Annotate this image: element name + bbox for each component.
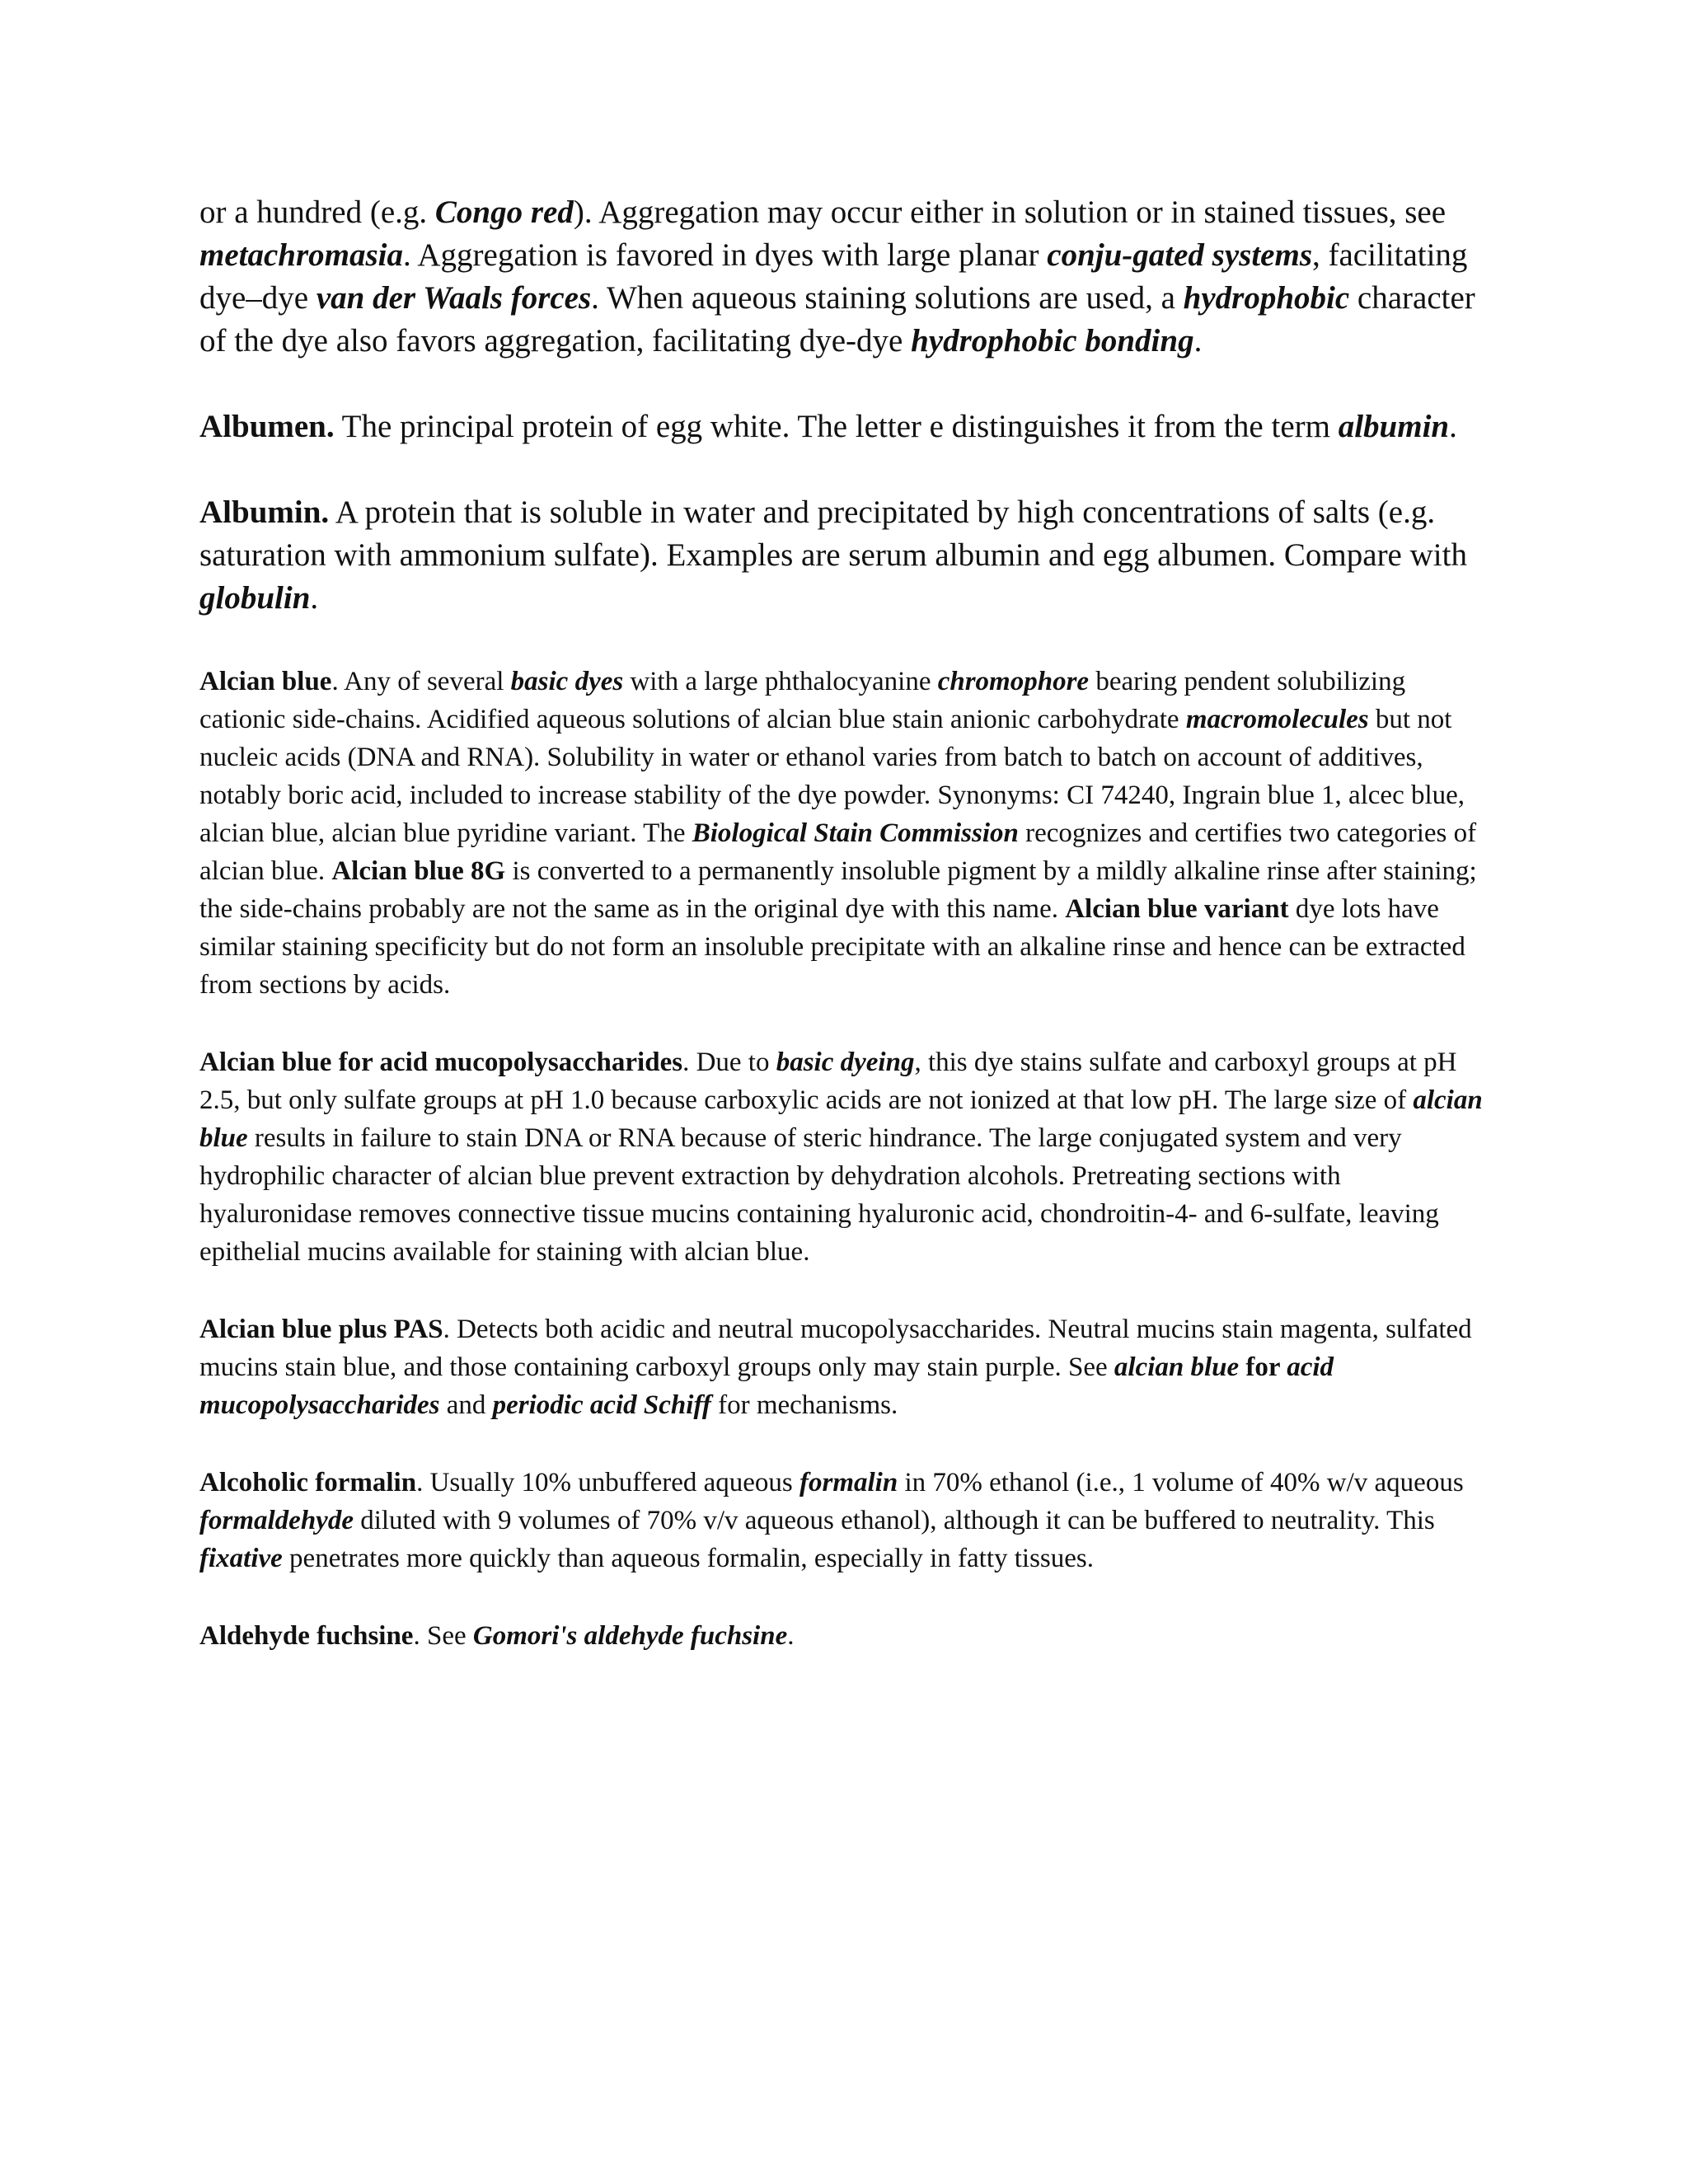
body-text: . [787, 1621, 795, 1651]
body-text: or a hundred (e.g. [199, 194, 435, 230]
cross-reference-term: hydrophobic bonding [911, 323, 1194, 359]
cross-reference-term: formaldehyde [199, 1506, 354, 1535]
body-text: . Usually 10% unbuffered aqueous [416, 1468, 800, 1497]
body-text: A protein that is soluble in water and precipitated by high concentrations of salts (e.g. saturation with ammonium sulfate). Examples are serum albumin and egg albumen. Compare with [199, 494, 1467, 573]
cross-reference-term: conju-gated systems [1047, 237, 1312, 273]
body-text: and [439, 1390, 493, 1420]
body-text: penetrates more quickly than aqueous formalin, especially in fatty tissues. [282, 1544, 1095, 1573]
body-text: . Detects both acidic and neutral mucopolysaccharides. Neutral mucins stain magenta, sulfated mucins stain blue, and those containing carboxyl groups only may stain purple. See [199, 1315, 1472, 1382]
entry-alcian-blue-acid-mucopolysaccharides [199, 1043, 1485, 1271]
body-text: results in failure to stain DNA or RNA because of steric hindrance. The large conjugated system and very hydrophilic character of alcian blue prevent extraction by dehydration alcohols. Pretreating sections with hyaluronidase removes connective tissue mucins containing hyaluronic acid, chondroitin-4- and 6-sulfate, leaving epithelial mucins available for staining with alcian blue. [199, 1123, 1439, 1267]
bold-term: Alcoholic formalin [199, 1468, 417, 1497]
body-text: for mechanisms. [710, 1390, 898, 1420]
cross-reference-term: Gomori's aldehyde fuchsine [472, 1621, 788, 1651]
body-text: . Any of several [331, 667, 511, 696]
cross-reference-term: acid mucopolysaccharides [199, 1352, 1334, 1420]
body-text: bearing pendent solubilizing cationic side-chains. Acidified aqueous solutions of alcian blue stain anionic carbohydrate [199, 667, 1406, 734]
bold-term: Alcian blue for acid mucopolysaccharides [199, 1047, 683, 1077]
bold-term: Albumin. [199, 494, 330, 530]
body-text: character of the dye also favors aggregation, facilitating dye-dye [199, 280, 1475, 359]
body-text: dye lots have similar staining specificity but do not form an insoluble precipitate with an alkaline rinse and hence can be extracted from sections by acids. [199, 894, 1465, 1000]
bold-term: Aldehyde fuchsine [199, 1621, 414, 1651]
entry-alcian-blue-plus-pas [199, 1310, 1485, 1424]
body-text: ). Aggregation may occur either in solution or in stained tissues, see [573, 194, 1447, 230]
cross-reference-term: metachromasia [199, 237, 404, 273]
body-text: diluted with 9 volumes of 70% v/v aqueous ethanol), although it can be buffered to neutrality. This [353, 1506, 1435, 1535]
bold-term: Alcian blue plus PAS [199, 1315, 443, 1344]
body-text: , facilitating dye–dye [199, 237, 1468, 316]
bold-term: Alcian blue 8G [331, 856, 506, 886]
body-text: . See [413, 1621, 473, 1651]
cross-reference-term: basic dyes [510, 667, 624, 696]
entry-alcoholic-formalin [199, 1464, 1485, 1577]
entry-albumin [199, 491, 1485, 620]
cross-reference-term: albumin [1338, 409, 1450, 444]
body-text: in 70% ethanol (i.e., 1 volume of 40% w/v aqueous [898, 1468, 1464, 1497]
cross-reference-term: macromolecules [1185, 705, 1369, 734]
body-text: . [1449, 409, 1457, 444]
bold-term: Alcian blue [199, 667, 332, 696]
cross-reference-term: hydrophobic [1183, 280, 1350, 316]
body-text: . When aqueous staining solutions are used, a [591, 280, 1184, 316]
entry-alcian-blue [199, 663, 1485, 1004]
bold-term: Albumen. [199, 409, 335, 444]
cross-reference-term: chromophore [937, 667, 1090, 696]
bold-term: for [1239, 1352, 1287, 1382]
cross-reference-term: alcian blue [199, 1085, 1483, 1153]
body-text: . [310, 580, 319, 616]
body-text: . Aggregation is favored in dyes with large planar [403, 237, 1048, 273]
body-text: recognizes and certifies two categories of alcian blue. [199, 818, 1477, 886]
body-text: but not nucleic acids (DNA and RNA). Solubility in water or ethanol varies from batch to batch on account of additives, notably boric acid, included to increase stability of the dye powder. Synonyms: CI 74240, Ingrain blue 1, alcec blue, alcian blue, alcian blue pyridine variant. The [199, 705, 1465, 848]
document-page [199, 191, 1485, 1655]
body-text: . [1193, 323, 1203, 359]
body-text: is converted to a permanently insoluble pigment by a mildly alkaline rinse after staining; the side-chains probably are not the same as in the original dye with this name. [199, 856, 1477, 924]
cross-reference-term: Congo red [434, 194, 574, 230]
entry-aggregation-continued [199, 191, 1485, 363]
cross-reference-term: formalin [799, 1468, 898, 1497]
body-text: . Due to [682, 1047, 776, 1077]
cross-reference-term: van der Waals forces [316, 280, 592, 316]
body-text: , this dye stains sulfate and carboxyl groups at pH 2.5, but only sulfate groups at pH 1.0 because carboxylic acids are not ionized at that low pH. The large size of [199, 1047, 1457, 1115]
cross-reference-term: periodic acid Schiff [492, 1390, 711, 1420]
body-text: with a large phthalocyanine [623, 667, 938, 696]
bold-term: Alcian blue variant [1065, 894, 1289, 924]
entry-albumen [199, 405, 1485, 448]
cross-reference-term: basic dyeing [776, 1047, 915, 1077]
cross-reference-term: globulin [199, 580, 311, 616]
body-text: The principal protein of egg white. The letter e distinguishes it from the term [334, 409, 1339, 444]
cross-reference-term: fixative [199, 1544, 283, 1573]
cross-reference-term: Biological Stain Commission [692, 818, 1019, 848]
entry-aldehyde-fuchsine [199, 1617, 1485, 1655]
cross-reference-term: alcian blue [1114, 1352, 1240, 1382]
